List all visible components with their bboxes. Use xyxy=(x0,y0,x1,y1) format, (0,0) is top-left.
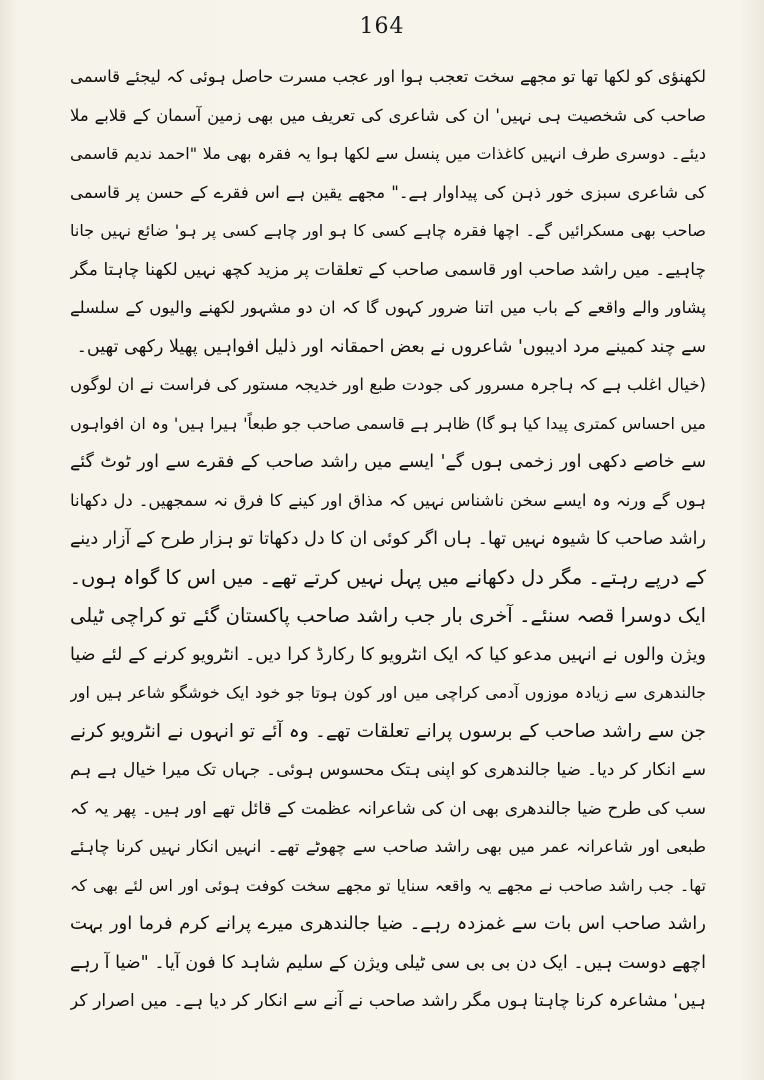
page-number: 164 xyxy=(359,14,405,39)
text-line: صاحب کی شخصیت ہی نہیں' ان کی شاعری کی تعریف میں بھی زمین آسمان کے قلابے ملا xyxy=(70,105,706,125)
text-line: راشد صاحب کا شیوہ نہیں تھا۔ ہاں اگر کوئی ان کا دل دکھاتا تو ہزار طرح کے آزار دینے xyxy=(70,529,706,549)
text-line: چاہیے۔ میں راشد صاحب اور قاسمی صاحب کے تعلقات پر مزید کچھ نہیں لکھنا چاہتا مگر xyxy=(70,259,706,280)
body-text xyxy=(70,58,706,1021)
text-line: صاحب بھی مسکرائیں گے۔ اچھا فقرہ چاہے کسی کا ہو اور چاہے کسی پر ہو' ضائع نہیں جانا xyxy=(70,221,706,240)
text-line: سے انکار کر دیا۔ ضیا جالندھری کو اپنی ہتک محسوس ہوئی۔ جہاں تک میرا خیال ہے ہم xyxy=(70,760,706,780)
text-line: سب کی طرح ضیا جالندھری بھی ان کی شاعرانہ عظمت کے قائل تھے اور ہیں۔ پھر یہ کہ xyxy=(70,798,706,819)
text-line: ایک دوسرا قصہ سنئے۔ آخری بار جب راشد صاحب پاکستان گئے تو کراچی ٹیلی xyxy=(70,604,706,627)
text-line: لکھنؤی کو لکھا تھا تو مجھے سخت تعجب ہوا اور عجب مسرت حاصل ہوئی کہ لیجئے قاسمی xyxy=(70,67,706,86)
text-line: ہوں گے ورنہ وہ ایسے سخن ناشناس نہیں کہ مذاق اور کینے کا فرق نہ سمجھیں۔ دل دکھانا xyxy=(70,490,706,510)
text-line: راشد صاحب اس بات سے غمزدہ رہے۔ ضیا جالندھری میرے پرانے کرم فرما اور بہت xyxy=(70,913,706,934)
text-line: سے خاصے دکھی اور زخمی ہوں گے' ایسے میں راشد صاحب کے فقرے سے اور ٹوٹ گئے xyxy=(70,452,706,472)
text-line: سے چند کمینے مرد ادیبوں' شاعروں نے بعض احمقانہ اور ذلیل افواہیں پھیلا رکھی تھیں۔ xyxy=(76,336,706,357)
text-line: پشاور والے واقعے کے باب میں اتنا ضرور کہوں گا کہ ان دو مشہور لکھنے والیوں کے سلسلے xyxy=(70,298,706,317)
text-line: اچھے دوست ہیں۔ ایک دن بی بی سی ٹیلی ویژن کے سلیم شاہد کا فون آیا۔ "ضیا آ رہے xyxy=(70,952,706,973)
text-line: کے درپے رہتے۔ مگر دل دکھانے میں پہل نہیں کرتے تھے۔ میں اس کا گواہ ہوں۔ xyxy=(70,565,706,589)
text-line: دیئے۔ دوسری طرف انہیں کاغذات میں پنسل سے لکھا ہوا یہ فقرہ بھی ملا "احمد ندیم قاسمی xyxy=(70,144,706,163)
text-line: ہیں' مشاعرہ کرنا چاہتا ہوں مگر راشد صاحب نے آنے سے انکار کر دیا ہے۔ میں اصرار کر xyxy=(70,991,706,1011)
text-line: میں احساس کمتری پیدا کیا ہو گا) ظاہر ہے قاسمی صاحب جو طبعاً' ہیرا ہیں' وہ ان افواہوں xyxy=(70,413,706,433)
text-line: طبعی اور شاعرانہ عمر میں بھی راشد صاحب سے چھوٹے تھے۔ انہیں انکار نہیں کرنا چاہئے xyxy=(70,837,706,856)
text-line: جن سے راشد صاحب کے برسوں پرانے تعلقات تھے۔ وہ آئے تو انہوں نے انٹرویو کرنے xyxy=(70,720,706,742)
text-line: (خیال اغلب ہے کہ ہاجرہ مسرور کی جودت طبع اور خدیجہ مستور کی فراست نے ان لوگوں xyxy=(70,375,706,394)
text-line: تھا۔ جب راشد صاحب نے مجھے یہ واقعہ سنایا تو مجھے سخت کوفت ہوئی اور اس لئے بھی کہ xyxy=(70,875,706,895)
text-line: جالندھری سے زیادہ موزوں آدمی کراچی میں اور کون ہوتا جو خود ایک خوشگو شاعر ہیں اور xyxy=(70,683,706,702)
text-line: ویژن والوں نے انہیں مدعو کیا کہ ایک انٹرویو کا رکارڈ کرا دیں۔ انٹرویو کرنے کے لئے ضیا xyxy=(70,644,706,665)
text-line: کی شاعری سبزی خور ذہن کی پیداوار ہے۔" مجھے یقین ہے اس فقرے کے حسن پر قاسمی xyxy=(70,182,706,202)
